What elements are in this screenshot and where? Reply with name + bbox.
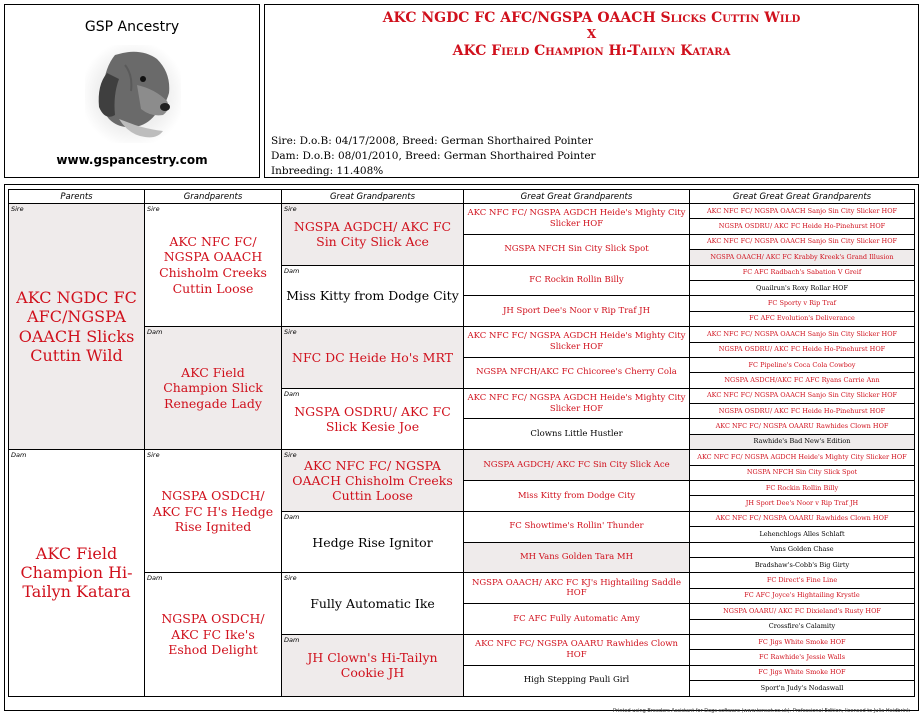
grandparent-cell [145,204,282,327]
sire-dam-tag: Dam [147,328,163,337]
dog-name[interactable]: NGSPA OSDRU/ AKC FC Heide Ho-Pinehurst HOF [718,406,886,415]
sire-dam-tag: Dam [284,389,300,398]
dog-name[interactable]: NGSPA OSDRU/ AKC FC Heide Ho-Pinehurst HOF [718,345,886,354]
logo-title: GSP Ancestry [84,19,180,35]
dog-portrait-icon [85,45,181,143]
dog-name[interactable]: NGSPA OAACH/ AKC FC Krabby Kreek's Grand Illusion [710,252,894,261]
ggg-grandparent-cell [690,496,915,511]
gg-grandparent-cell [464,511,690,542]
dog-name[interactable]: FC AFC Radbach's Sabation V Greif [742,268,862,277]
pedigree-table [8,189,915,697]
dog-name[interactable]: AKC NFC FC/ NGSPA OAACH Sanjo Sin City Slicker HOF [706,206,898,215]
column-header-great-grandparents: Great Grandparents [282,190,464,204]
great-grandparent-cell [282,265,464,327]
dog-name[interactable]: Miss Kitty from Dodge City [517,490,636,501]
great-grandparent-cell [282,450,464,512]
dog-name[interactable]: FC AFC Fully Automatic Amy [513,613,640,624]
dog-name[interactable]: AKC NFC FC/ NGSPA AGDCH Heide's Mighty City Slicker HOF [467,392,686,414]
ggg-grandparent-cell [690,450,915,465]
ggg-grandparent-cell [690,311,915,326]
dog-name[interactable]: JH Sport Dee's Noor v Rip Traf JH [745,499,859,508]
dog-name[interactable]: AKC NFC FC/ NGSPA AGDCH Heide's Mighty City Slicker HOF [697,452,907,461]
sire-dam-tag: Sire [147,205,160,213]
dog-name[interactable]: FC Rockin Rollin Billy [765,483,839,492]
dog-name[interactable]: Lehenchlogs Alles Schlaft [759,529,845,538]
ggg-grandparent-cell [690,234,915,249]
gg-grandparent-cell [464,450,690,481]
ggg-grandparent-cell [690,481,915,496]
gg-grandparent-cell [464,634,690,665]
ggg-grandparent-cell [690,219,915,234]
great-grandparent-cell [282,327,464,389]
sire-dam-tag: Dam [284,635,300,644]
ggg-grandparent-cell [690,342,915,357]
dog-name[interactable]: NGSPA AGDCH/ AKC FC Sin City Slick Ace [293,219,452,250]
dog-name[interactable]: Sport'n Judy's Nodaswall [760,683,844,692]
ggg-grandparent-cell [690,280,915,295]
sire-dam-tag: Dam [284,512,300,521]
dog-name[interactable]: NGSPA ASDCH/AKC FC AFC Ryans Carrie Ann [724,375,880,384]
gg-grandparent-cell [464,573,690,604]
ggg-grandparent-cell [690,296,915,311]
header-panel [264,4,919,178]
sire-dam-tag: Sire [284,451,297,460]
dog-name[interactable]: NGSPA OAARU/ AKC FC Dixieland's Rusty HOF [723,606,881,615]
logo-url[interactable]: www.gspancestry.com [56,153,208,167]
gg-grandparent-cell [464,481,690,512]
great-grandparent-cell [282,388,464,450]
ggg-grandparent-cell [690,665,915,680]
dog-name[interactable]: AKC NFC FC/ NGSPA AGDCH Heide's Mighty City Slicker HOF [467,331,686,353]
dog-name[interactable]: Quailrun's Roxy Rollar HOF [756,283,848,292]
sire-dam-tag: Sire [147,451,160,460]
dog-name[interactable]: FC Pipeline's Coca Cola Cowboy [748,360,856,369]
sire-dam-tag: Dam [284,266,300,275]
pedigree-row [9,450,915,465]
dog-name[interactable]: High Stepping Pauli Girl [523,675,630,686]
ggg-grandparent-cell [690,404,915,419]
dog-name[interactable]: AKC NGDC FC AFC/NGSPA OAACH Slicks Cuttin Wild [16,288,137,365]
dog-name[interactable]: FC Direct's Fine Line [766,576,838,584]
gg-grandparent-cell [464,388,690,419]
ggg-grandparent-cell [690,357,915,372]
dog-name[interactable]: AKC NFC FC/ NGSPA OAACH Chisholm Creeks Cuttin Loose [159,233,267,296]
dog-name[interactable]: Bradshaw's-Cobb's Big Girty [754,560,850,569]
dog-name[interactable]: AKC Field Champion Hi-Tailyn Katara [20,544,133,602]
sire-title: AKC NGDC FC AFC/NGSPA OAACH Slicks Cuttin Wild [382,10,801,26]
ggg-grandparent-cell [690,373,915,388]
ggg-grandparent-cell [690,542,915,557]
dog-name[interactable]: AKC NFC FC/ NGSPA OAACH Chisholm Creeks Cuttin Loose [292,458,453,504]
pedigree-panel [4,184,919,711]
dog-name[interactable]: Clowns Little Hustler [530,429,623,440]
gg-grandparent-cell [464,604,690,635]
dog-name[interactable]: FC Jigs White Smoke HOF [758,637,846,646]
great-grandparent-cell [282,573,464,635]
dog-name[interactable]: NGSPA OAACH/ AKC FC KJ's Hightailing Saddle HOF [471,577,682,599]
dog-name[interactable]: AKC NFC FC/ NGSPA OAARU Rawhides Clown HOF [715,422,889,431]
dog-name[interactable]: FC Jigs White Smoke HOF [758,668,846,677]
great-grandparent-cell [282,511,464,573]
dog-name[interactable]: Miss Kitty from Dodge City [286,288,459,304]
ggg-grandparent-cell [690,265,915,280]
gg-grandparent-cell [464,419,690,450]
pedigree-row [9,327,915,342]
ggg-grandparent-cell [690,527,915,542]
dog-name[interactable]: FC Rockin Rollin Billy [529,275,624,286]
grandparent-cell [145,573,282,696]
gg-grandparent-cell [464,296,690,327]
dam-info: Dam: D.o.B: 08/01/2010, Breed: German Shorthaired Pointer [271,150,596,162]
dog-name[interactable]: AKC Field Champion Slick Renegade Lady [163,364,263,411]
dog-name[interactable]: NGSPA OSDRU/ AKC FC Heide Ho-Pinehurst HOF [718,222,886,231]
dog-name[interactable]: Fully Automatic Ike [310,596,435,612]
dog-name[interactable]: NGSPA NFCH Sin City Slick Spot [746,468,858,477]
dog-name[interactable]: NGSPA NFCH/AKC FC Chicoree's Cherry Cola [476,367,677,378]
sire-dam-tag: Sire [284,574,297,583]
ggg-grandparent-cell [690,465,915,480]
column-header-grandparents: Grandparents [145,190,282,204]
sire-dam-tag: Sire [284,205,297,213]
column-header-ggg-grandparents: Great Great Great Grandparents [690,190,915,204]
grandparent-cell [145,450,282,573]
gg-grandparent-cell [464,265,690,296]
inbreeding-value: Inbreeding: 11.408% [271,165,384,177]
sire-dam-tag: Dam [11,451,27,460]
dog-name[interactable]: FC Showtime's Rollin' Thunder [509,521,644,532]
dog-name[interactable]: NGSPA AGDCH/ AKC FC Sin City Slick Ace [483,459,670,470]
dog-name[interactable]: AKC NFC FC/ NGSPA OAARU Rawhides Clown HOF [474,639,679,660]
dog-name[interactable]: FC Rawhide's Jessie Walls [758,652,846,661]
dog-name[interactable]: AKC NFC FC/ NGSPA OAACH Sanjo Sin City Slicker HOF [706,391,898,400]
gg-grandparent-cell [464,665,690,696]
ggg-grandparent-cell [690,619,915,634]
great-grandparent-cell [282,634,464,696]
dog-name[interactable]: JH Sport Dee's Noor v Rip Traf JH [502,305,651,316]
ggg-grandparent-cell [690,250,915,265]
dog-name[interactable]: Crossfire's Calamity [768,622,836,631]
dog-name[interactable]: NFC DC Heide Ho's MRT [292,349,453,365]
dog-name[interactable]: NGSPA OSDRU/ AKC FC Slick Kesie Joe [294,403,451,434]
logo-panel [4,4,260,178]
ggg-grandparent-cell [690,327,915,342]
dog-name[interactable]: FC AFC Joyce's Hightailing Krystle [744,591,860,600]
cross-separator: X [586,27,597,41]
dog-name[interactable]: Hedge Rise Ignitor [312,534,433,550]
dog-name[interactable]: NGSPA NFCH Sin City Slick Spot [504,244,649,255]
parent-sire-cell [9,204,145,450]
ggg-grandparent-cell [690,204,915,219]
pedigree-row [9,204,915,219]
gg-grandparent-cell [464,327,690,358]
sire-dam-tag: Sire [284,328,297,337]
sire-dam-tag: Dam [147,574,163,583]
dog-name[interactable]: AKC NFC FC/ NGSPA OAACH Sanjo Sin City Slicker HOF [706,329,898,338]
dog-name[interactable]: AKC NFC FC/ NGSPA OAARU Rawhides Clown HOF [715,514,889,523]
gg-grandparent-cell [464,204,690,235]
dam-title: AKC Field Champion Hi-Tailyn Katara [452,43,731,59]
gg-grandparent-cell [464,542,690,573]
ggg-grandparent-cell [690,434,915,449]
ggg-grandparent-cell [690,573,915,588]
dog-name[interactable]: FC AFC Evolution's Deliverance [749,314,855,323]
pedigree-row [9,573,915,588]
gg-grandparent-cell [464,234,690,265]
dog-name[interactable]: AKC NFC FC/ NGSPA AGDCH Heide's Mighty City Slicker HOF [467,208,686,229]
dog-name[interactable]: JH Clown's Hi-Tailyn Cookie JH [307,650,438,681]
pedigree-body [9,204,915,697]
gg-grandparent-cell [464,357,690,388]
dog-name[interactable]: MH Vans Golden Tara MH [519,552,634,563]
dog-name[interactable]: NGSPA OSDCH/ AKC FC Ike's Eshod Delight [161,611,265,658]
ggg-grandparent-cell [690,419,915,434]
sire-dam-tag: Sire [11,205,24,213]
ggg-grandparent-cell [690,650,915,665]
great-grandparent-cell [282,204,464,266]
dog-name[interactable]: AKC NFC FC/ NGSPA OAACH Sanjo Sin City Slicker HOF [706,237,898,246]
column-header-gg-grandparents: Great Great Grandparents [464,190,690,204]
sire-info: Sire: D.o.B: 04/17/2008, Breed: German Shorthaired Pointer [271,135,593,147]
footer-note: Printed using Breeders Assistant for Dogs software (www.tenset.co.uk). Professional Edition, licensed to Julia Heidbrink [612,708,910,714]
ggg-grandparent-cell [690,388,915,403]
dog-name[interactable]: Vans Golden Chase [770,545,834,554]
ggg-grandparent-cell [690,634,915,649]
ggg-grandparent-cell [690,511,915,526]
ggg-grandparent-cell [690,588,915,603]
grandparent-cell [145,327,282,450]
dog-name[interactable]: FC Sporty v Rip Traf [767,298,837,307]
column-header-parents: Parents [9,190,145,204]
ggg-grandparent-cell [690,557,915,572]
ggg-grandparent-cell [690,681,915,696]
ggg-grandparent-cell [690,604,915,619]
dog-name[interactable]: NGSPA OSDCH/ AKC FC H's Hedge Rise Ignited [152,487,274,535]
parent-dam-cell [9,450,145,696]
dog-name[interactable]: Rawhide's Bad New's Edition [753,437,851,446]
